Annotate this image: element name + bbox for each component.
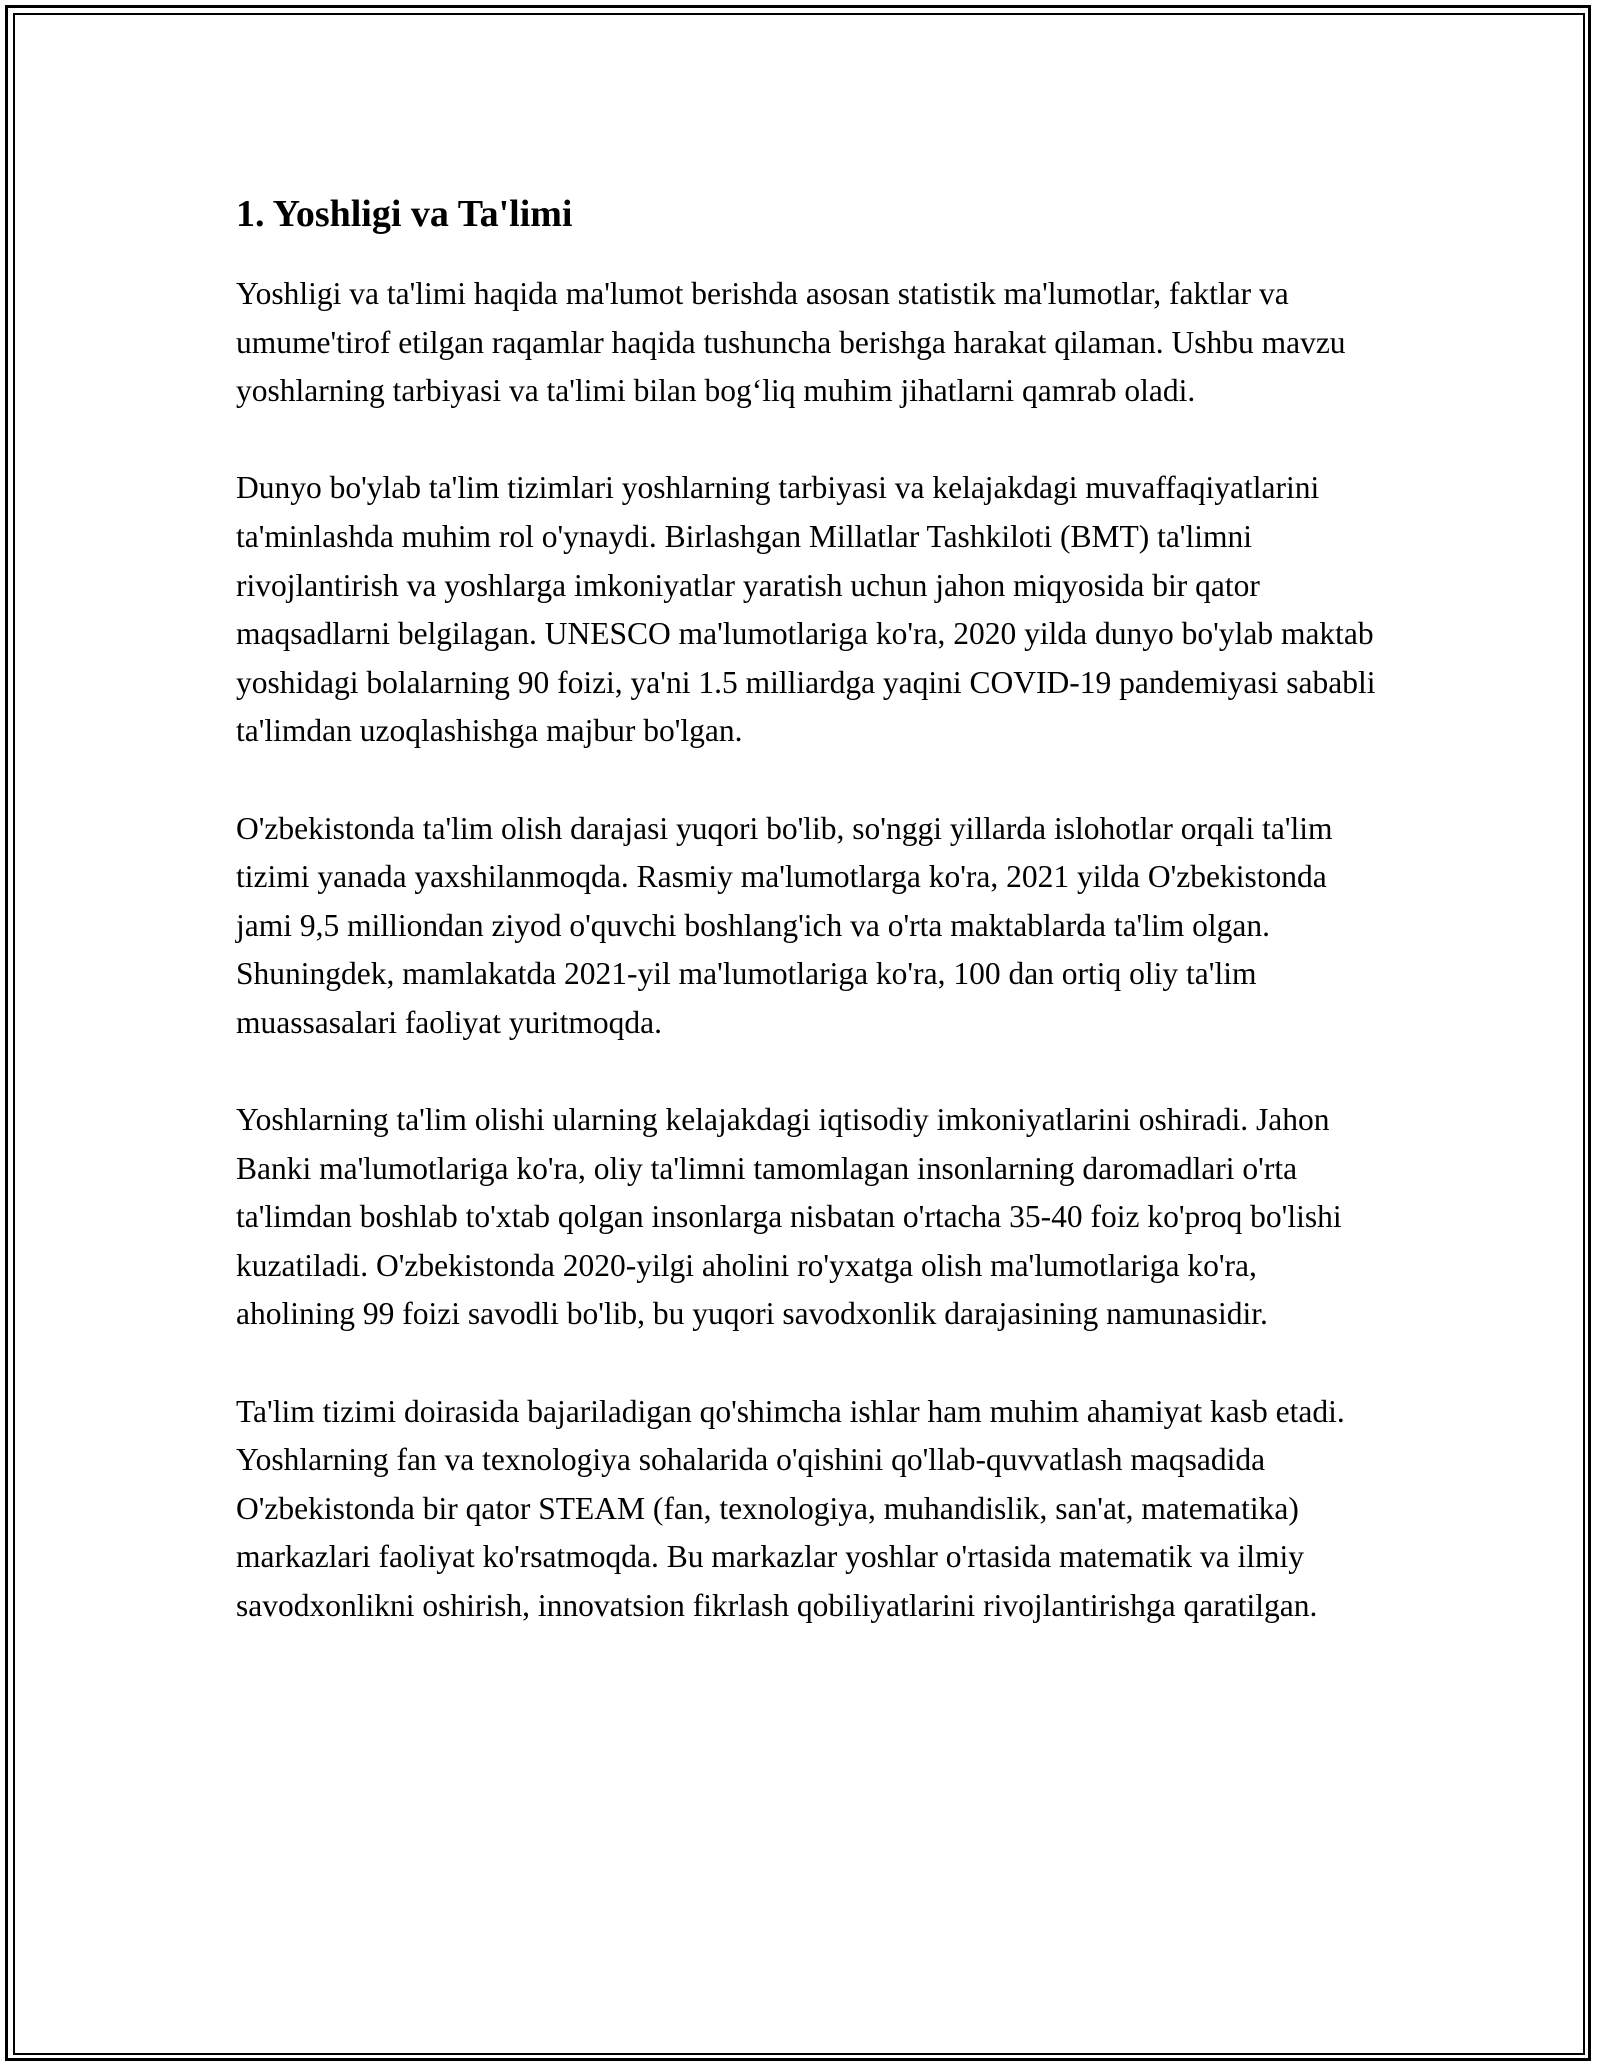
- paragraph-steam-centers: Ta'lim tizimi doirasida bajariladigan qo'shimcha ishlar ham muhim ahamiyat kasb etadi. Yoshlarning fan va texnologiya sohalarida o'qishini qo'llab-quvvatlash maqsadida O'zbekistonda bir qator STEAM (fan, texnologiya, muhandislik, san'at, matematika) markazlari faoliyat ko'rsatmoqda. Bu markazlar yoshlar o'rtasida matematik va ilmiy savodxonlikni oshirish, innovatsion fikrlash qobiliyatlarini rivojlantirishga qaratilgan.: [236, 1393, 1345, 1624]
- paragraph-uzbekistan-education: O'zbekistonda ta'lim olish darajasi yuqori bo'lib, so'nggi yillarda islohotlar orqali ta'lim tizimi yanada yaxshilanmoqda. Rasmiy ma'lumotlarga ko'ra, 2021 yilda O'zbekistonda jami 9,5 milliondan ziyod o'quvchi boshlang'ich va o'rta maktablarda ta'lim olgan. Shuningdek, mamlakatda 2021-yil ma'lumotlariga ko'ra, 100 dan ortiq oliy ta'lim muassasalari faoliyat yuritmoqda.: [236, 810, 1333, 1040]
- paragraph-world-education: Dunyo bo'ylab ta'lim tizimlari yoshlarning tarbiyasi va kelajakdagi muvaffaqiyatlarini ta'minlashda muhim rol o'ynaydi. Birlashgan Millatlar Tashkiloti (BMT) ta'limni rivojlantirish va yoshlarga imkoniyatlar yaratish uchun jahon miqyosida bir qator maqsadlarni belgilagan. UNESCO ma'lumotlariga ko'ra, 2020 yilda dunyo bo'ylab maktab yoshidagi bolalarning 90 foizi, ya'ni 1.5 milliardga yaqini COVID-19 pandemiyasi sababli ta'limdan uzoqlashishga majbur bo'lgan.: [236, 470, 1376, 749]
- paragraph-intro: Yoshligi va ta'limi haqida ma'lumot berishda asosan statistik ma'lumotlar, faktlar va umume'tirof etilgan raqamlar haqida tushuncha berishga harakat qilaman. Ushbu mavzu yoshlarning tarbiyasi va ta'limi bilan bog‘liq muhim jihatlarni qamrab oladi.: [236, 276, 1346, 409]
- section-heading: 1. Yoshligi va Ta'limi: [236, 193, 573, 235]
- paragraph-economic-opportunities: Yoshlarning ta'lim olishi ularning kelajakdagi iqtisodiy imkoniyatlarini oshiradi. Jahon Banki ma'lumotlariga ko'ra, oliy ta'limni tamomlagan insonlarning daromadlari o'rta ta'limdan boshlab to'xtab qolgan insonlarga nisbatan o'rtacha 35-40 foiz ko'proq bo'lishi kuzatiladi. O'zbekistonda 2020-yilgi aholini ro'yxatga olish ma'lumotlariga ko'ra, aholining 99 foizi savodli bo'lib, bu yuqori savodxonlik darajasining namunasidir.: [236, 1102, 1342, 1332]
- document-body: [236, 184, 1381, 1679]
